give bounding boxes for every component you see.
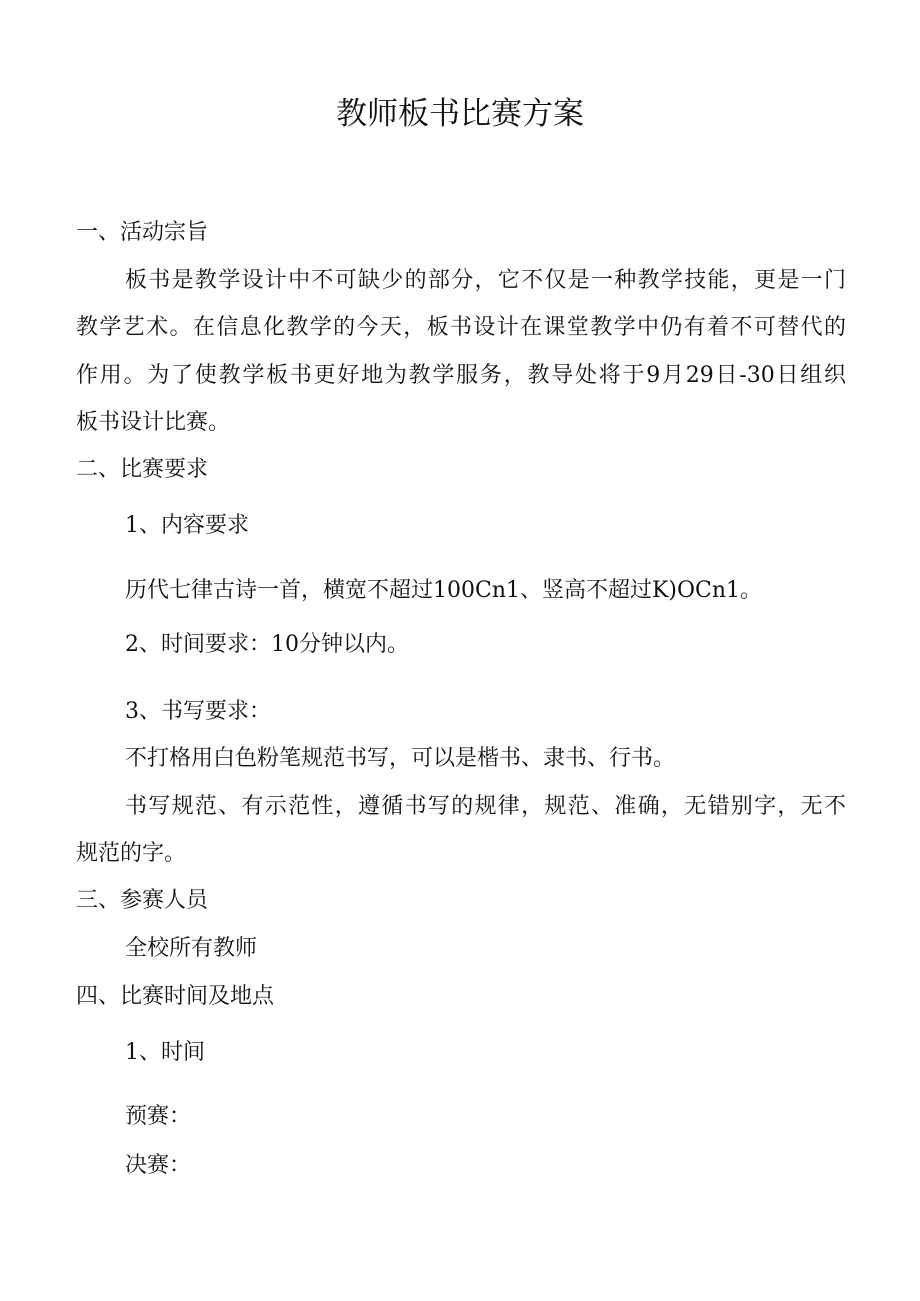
- section-heading-participants: 三、参赛人员: [76, 888, 209, 913]
- document-title: 教师板书比赛方案: [336, 96, 584, 132]
- requirement-content-text: 历代七律古诗一首，横宽不超过100Cn1、竖高不超过K)OCn1。: [125, 578, 763, 603]
- requirement-writing-text: 不打格用白色粉笔规范书写，可以是楷书、隶书、行书。: [125, 746, 676, 771]
- schedule-item-time: 1、时间: [125, 1040, 205, 1065]
- paragraph-line: 板书设计比赛。: [76, 410, 231, 435]
- requirement-item-content: 1、内容要求: [125, 513, 249, 538]
- paragraph-line: 教学艺术。在信息化教学的今天，板书设计在课堂教学中仍有着不可替代的: [76, 315, 846, 340]
- participants-text: 全校所有教师: [125, 936, 258, 961]
- schedule-final: 决赛：: [125, 1153, 192, 1178]
- section-heading-schedule: 四、比赛时间及地点: [76, 984, 275, 1009]
- section-heading-requirements: 二、比赛要求: [76, 457, 209, 482]
- paragraph-line: 板书是教学设计中不可缺少的部分，它不仅是一种教学技能，更是一门: [125, 268, 846, 293]
- schedule-prelim: 预赛：: [125, 1104, 192, 1129]
- paragraph-line: 规范的字。: [76, 841, 187, 866]
- section-heading-purpose: 一、活动宗旨: [76, 220, 209, 245]
- paragraph-line: 书写规范、有示范性，遵循书写的规律，规范、准确，无错别字，无不: [125, 794, 846, 819]
- paragraph-line: 作用。为了使教学板书更好地为教学服务，教导处将于9月29日-30日组织: [76, 363, 846, 388]
- requirement-item-writing: 3、书写要求：: [125, 699, 271, 724]
- requirement-item-time: 2、时间要求：10分钟以内。: [125, 632, 409, 657]
